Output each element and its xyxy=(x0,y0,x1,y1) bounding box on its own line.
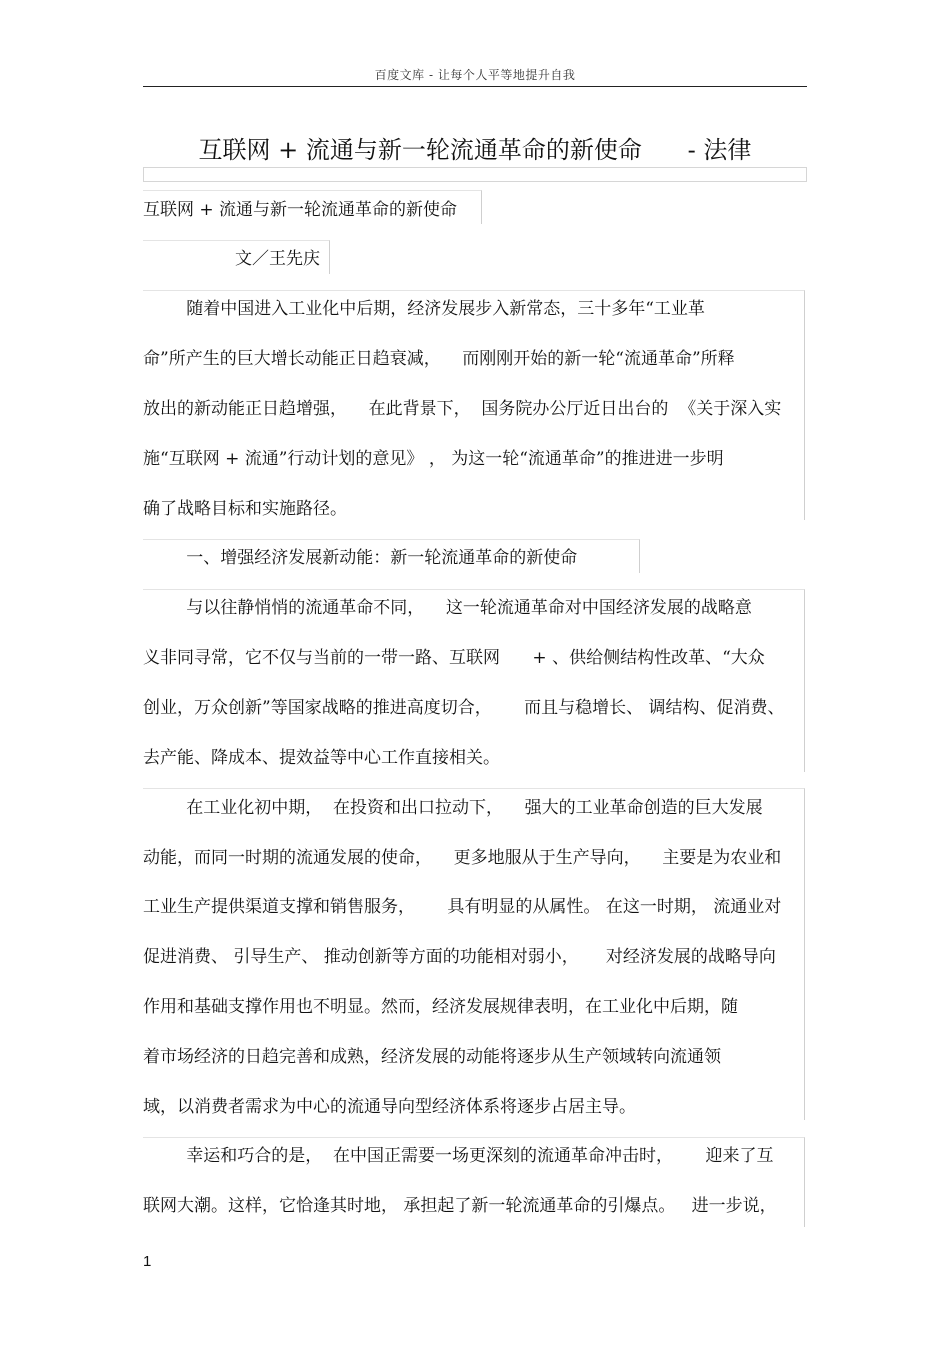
subtitle: 互联网 + 流通与新一轮流通革命的新使命 xyxy=(143,200,458,220)
page-number: 1 xyxy=(143,1253,152,1270)
header-divider xyxy=(143,86,807,87)
document-title: 互联网 + 流通与新一轮流通革命的新使命 - 法律 xyxy=(198,136,752,164)
body-line: 施“互联网 + 流通”行动计划的意见》 ， 为这一轮“流通革命”的推进进一步明 xyxy=(143,449,724,469)
body-line: 动能，而同一时期的流通发展的使命， 更多地服从于生产导向， 主要是为农业和 xyxy=(143,848,782,868)
page-header: 百度文库 - 让每个人平等地提升自我 xyxy=(374,68,576,82)
section-heading: 一、增强经济发展新动能：新一轮流通革命的新使命 xyxy=(143,548,578,568)
body-line: 与以往静悄悄的流通革命不同， 这一轮流通革命对中国经济发展的战略意 xyxy=(143,598,752,618)
body-line: 幸运和巧合的是， 在中国正需要一场更深刻的流通革命冲击时， 迎来了互 xyxy=(143,1146,774,1166)
author: 文／王先庆 xyxy=(235,249,320,269)
body-line: 联网大潮。这样，它恰逢其时地， 承担起了新一轮流通革命的引爆点。 进一步说， xyxy=(143,1196,777,1216)
title-frame xyxy=(143,167,807,182)
body-line: 随着中国进入工业化中后期，经济发展步入新常态，三十多年“工业革 xyxy=(143,299,705,319)
body-line: 命”所产生的巨大增长动能正日趋衰减， 而刚刚开始的新一轮“流通革命”所释 xyxy=(143,349,735,369)
body-line: 确了战略目标和实施路径。 xyxy=(143,499,347,519)
body-line: 创业，万众创新”等国家战略的推进高度切合， 而且与稳增长、 调结构、促消费、 xyxy=(143,698,785,718)
body-line: 作用和基础支撑作用也不明显。然而，经济发展规律表明，在工业化中后期，随 xyxy=(143,997,738,1017)
body-line: 工业生产提供渠道支撑和销售服务， 具有明显的从属性。 在这一时期， 流通业对 xyxy=(143,897,782,917)
body-line: 促进消费、 引导生产、 推动创新等方面的功能相对弱小， 对经济发展的战略导向 xyxy=(143,947,776,967)
body-line: 域，以消费者需求为中心的流通导向型经济体系将逐步占居主导。 xyxy=(143,1097,636,1117)
body-line: 着市场经济的日趋完善和成熟，经济发展的动能将逐步从生产领域转向流通领 xyxy=(143,1047,721,1067)
body-line: 放出的新动能正日趋增强， 在此背景下， 国务院办公厅近日出台的 《关于深入实 xyxy=(143,399,782,419)
body-line: 去产能、降成本、提效益等中心工作直接相关。 xyxy=(143,748,500,768)
body-line: 在工业化初中期， 在投资和出口拉动下， 强大的工业革命创造的巨大发展 xyxy=(143,798,763,818)
body-line: 义非同寻常，它不仅与当前的一带一路、互联网 + 、供给侧结构性改革、“大众 xyxy=(143,648,765,668)
